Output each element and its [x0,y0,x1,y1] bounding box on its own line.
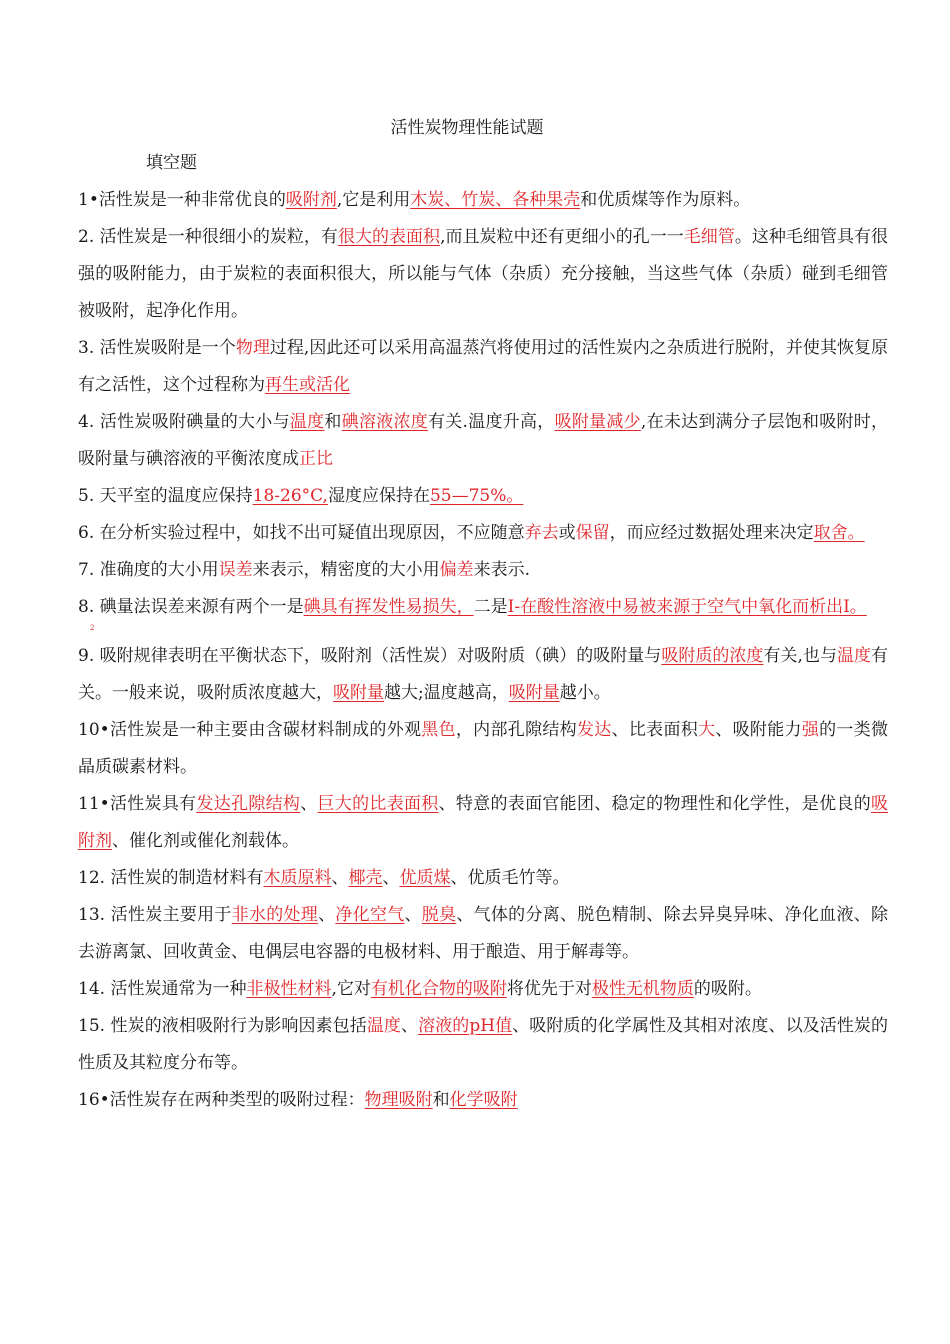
answer-text: 碘具有挥发性易损失， [303,597,474,617]
question-text: 、优质毛竹等。 [450,868,570,888]
answer-text: 吸附质的浓度 [661,646,764,666]
question-text: 越大;温度越高， [384,683,509,703]
answer-text: 偏差 [439,560,474,580]
question-text: 有关。一般来说，吸附质浓度越大， [78,646,889,703]
answer-text: 保留 [575,523,610,543]
question-text: 二是 [473,597,508,617]
question-text: ，内部孔隙结构 [455,720,577,740]
answer-text: 再生或活化 [265,375,350,395]
question-text: 12. 活性炭的制造材料有 [78,868,264,888]
question-1 [78,182,888,219]
question-text: 3. 活性炭吸附是一个 [78,338,236,358]
answer-text: 发达孔隙结构 [196,794,301,814]
answer-text: 18-26°C, [252,486,328,506]
question-text: 来表示，精密度的大小用 [252,560,440,580]
question-text: 的一类微晶质碳素材料。 [78,720,889,777]
answer-text: 净化空气 [335,905,405,925]
question-12 [78,860,888,897]
question-text: 或 [558,523,576,543]
answer-text: 木炭、竹炭、各种果壳 [410,190,581,210]
question-text: 9. 吸附规律表明在平衡状态下，吸附剂（活性炭）对吸附质（碘）的吸附量与 [78,646,662,666]
question-7 [78,552,888,589]
answer-text: 弃去 [524,523,559,543]
question-text: 11•活性炭具有 [78,794,197,814]
answer-text: 大 [698,720,716,740]
question-text: 6. 在分析实验过程中，如找不出可疑值出现原因，不应随意 [78,523,525,543]
question-text: 、吸附能力 [715,720,802,740]
question-text: ，而应经过数据处理来决定 [609,523,814,543]
answer-text: 吸附量 [333,683,384,703]
question-text: 和 [324,412,342,432]
question-text: 14. 活性炭通常为一种 [78,979,247,999]
question-text: ,它是利用 [336,190,411,210]
question-text: 、 [404,905,422,925]
question-text: 有关.温度升高， [428,412,555,432]
question-8 [78,589,888,626]
answer-text: 吸附量减少 [554,412,641,432]
question-16 [78,1082,888,1119]
document-title: 活性炭物理性能试题 [390,118,544,138]
answer-text: 误差 [218,560,253,580]
answer-text: 温度 [836,646,872,666]
question-text: 、 [300,794,318,814]
section-title: 填空题 [146,153,197,173]
question-text: 2. 活性炭是一种很细小的炭粒，有 [78,227,338,247]
question-text: 7. 准确度的大小用 [78,560,219,580]
question-text: 湿度应保持在 [327,486,430,506]
question-text: 15. 性炭的液相吸附行为影响因素包括 [78,1016,367,1036]
question-text: 10•活性炭是一种主要由含碳材料制成的外观 [78,720,422,740]
question-text: 、催化剂或催化剂载体。 [112,831,299,851]
answer-text: 木质原料 [263,868,332,888]
question-13 [78,897,888,971]
answer-text: 化学吸附 [449,1090,518,1110]
answer-text: 很大的表面积 [337,227,441,247]
answer-text: 吸附剂 [78,794,888,851]
answer-text: 极性无机物质 [591,979,694,999]
answer-text: 巨大的比表面积 [317,794,439,814]
answer-text: 物理吸附 [364,1090,433,1110]
answer-text: 物理 [235,338,270,358]
answer-text: 溶液的pH值 [418,1016,513,1036]
question-text: 16•活性炭存在两种类型的吸附过程： [78,1090,365,1110]
answer-text: 黑色 [421,720,456,740]
question-text: 和优质煤等作为原料。 [580,190,751,210]
question-text: 和 [432,1090,450,1110]
answer-text: 毛细管 [683,227,735,247]
question-6 [78,515,888,552]
question-text: 来表示. [473,560,531,580]
question-text: 、 [382,868,400,888]
question-text: 有关,也与 [763,646,837,666]
question-list [78,182,888,1119]
question-text: 、吸附质的化学属性及其相对浓度、以及活性炭的性质及其粒度分布等。 [78,1016,889,1073]
question-3 [78,330,888,404]
answer-text: 碘溶液浓度 [341,412,429,432]
question-text: 过程,因此还可以采用高温蒸汽将使用过的活性炭内之杂质进行脱附，并使其恢复原有之活性，这个过程称为 [78,338,889,395]
question-text: ,它对 [331,979,371,999]
answer-text: 吸附量 [508,683,560,703]
question-text: 、特意的表面官能团、稳定的物理性和化学性，是优良的 [438,794,871,814]
question-2 [78,219,888,330]
answer-text: 脱臭 [421,905,457,925]
answer-text: 优质煤 [399,868,451,888]
question-text: ,而且炭粒中还有更细小的孔一一 [440,227,684,247]
question-10 [78,712,888,786]
question-11 [78,786,888,860]
question-4 [78,404,888,478]
answer-text: 取舍。 [813,523,865,543]
question-text: 、气体的分离、脱色精制、除去异臭异味、净化血液、除去游离氯、回收黄金、电偶层电容器的电极材料、用于酿造、用于解毒等。 [78,905,889,962]
answer-text: 强 [801,720,820,740]
answer-text: 椰壳 [348,868,383,888]
question-text: 的吸附。 [693,979,762,999]
question-text: 、 [318,905,336,925]
question-text: 5. 天平室的温度应保持 [78,486,253,506]
question-text: 1•活性炭是一种非常优良的 [78,190,286,210]
question-text: 。这种毛细管具有很强的吸附能力，由于炭粒的表面积很大，所以能与气体（杂质）充分接触，当这些气体（杂质）碰到毛细管被吸附，起净化作用。 [78,227,889,321]
question-text: ,在未达到满分子层饱和吸附时，吸附量与碘溶液的平衡浓度成 [78,412,889,469]
answer-text: 55—75%。 [429,486,524,506]
answer-text: 正比 [299,449,333,469]
answer-text: I-在酸性溶液中易被来源于空气中氧化而析出I。 [507,597,867,617]
answer-text: 非水的处理 [231,905,319,925]
answer-text: 发达 [576,720,612,740]
answer-text: 温度 [289,412,325,432]
answer-text: 温度 [366,1016,401,1036]
question-text: 13. 活性炭主要用于 [78,905,232,925]
question-text: 、比表面积 [611,720,699,740]
subscript-mark: 2 [90,624,95,632]
question-text: 4. 活性炭吸附碘量的大小与 [78,412,290,432]
answer-text: 非极性材料 [246,979,332,999]
answer-text: 吸附剂 [285,190,337,210]
question-14 [78,971,888,1008]
question-9 [78,638,888,712]
question-text: 、 [331,868,349,888]
question-text: 8. 碘量法误差来源有两个一是 [78,597,304,617]
question-15 [78,1008,888,1082]
question-text: 越小。 [559,683,611,703]
question-text: 将优先于对 [506,979,592,999]
question-text: 、 [400,1016,419,1036]
question-5 [78,478,888,515]
answer-text: 有机化合物的吸附 [370,979,507,999]
